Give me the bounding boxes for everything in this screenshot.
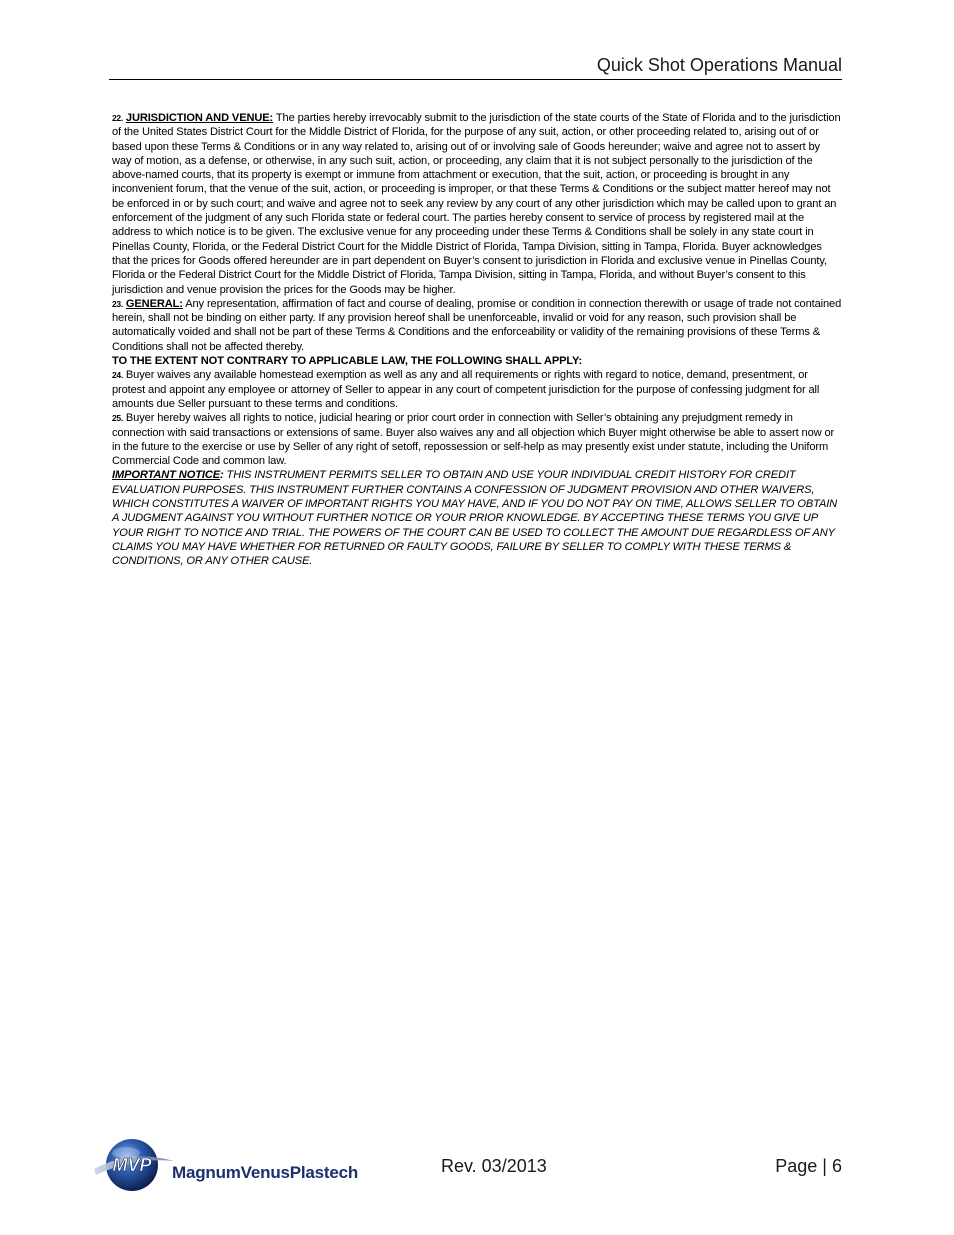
document-title: Quick Shot Operations Manual (596, 55, 842, 75)
notice-colon: : (220, 469, 224, 482)
section-25 (112, 411, 842, 468)
page-number: Page | 6 (775, 1156, 842, 1176)
section-number: 22. (112, 113, 123, 123)
notice-body: THIS INSTRUMENT PERMITS SELLER TO OBTAIN AND USE YOUR INDIVIDUAL CREDIT HISTORY FOR CREDIT EVALUATION PURPOSES. THIS INSTRUMENT FURTHER CONTAINS A CONFESSION OF JUDGMENT PROVISION AND OTHER WAIVERS, WHICH CONSTITUTES A WAIVER OF IMPORTANT RIGHTS YOU MAY HAVE, AND IF YOU DO NOT PAY ON TIME, ALLOWS SELLER TO OBTAIN A JUDGMENT AGAINST YOU WITHOUT FURTHER NOTICE OR YOUR PRIOR KNOWLEDGE. BY ACCEPTING THESE TERMS YOU GIVE UP YOUR RIGHT TO NOTICE AND TRIAL. THE POWERS OF THE COURT CAN BE USED TO COLLECT THE AMOUNT DUE REGARDLESS OF ANY CLAIMS YOU MAY HAVE WHETHER FOR RETURNED OR FAULTY GOODS, FAILURE BY SELLER TO COMPLY WITH THESE TERMS & CONDITIONS, OR ANY OTHER CAUSE. (112, 469, 838, 568)
section-body: Any representation, affirmation of fact and course of dealing, promise or condition in connection therewith or usage of trade not contained herein, shall not be binding on either party. If any provision hereof shall be unenforceable, invalid or void for any reason, such provision shall be automatically voided and shall not be part of these Terms & Conditions and the enforceability or validity of the remaining provisions of these Terms & Conditions shall not be affected thereby. (112, 297, 842, 353)
mvp-globe-icon (90, 1135, 180, 1195)
terms-content (112, 111, 842, 569)
section-body: Buyer hereby waives all rights to notice, judicial hearing or prior court order in connection with Seller’s obtaining any prejudgment remedy in connection with said transactions or extensions of same. Buyer also waives any and all objection which Buyer might otherwise be able to assert now or in the future to the exercise or use by Seller of any right of setoff, repossession or self-help as may presently exist under statute, including the Uniform Commercial Code and common law. (112, 412, 835, 468)
company-logo (90, 1135, 380, 1195)
logo-mark-text: MVP (112, 1155, 152, 1175)
logo-wordmark: MagnumVenusPlastech (172, 1163, 359, 1182)
section-heading: JURISDICTION AND VENUE: (125, 112, 274, 124)
header-rule (109, 79, 842, 80)
section-24 (112, 368, 842, 411)
important-notice (112, 468, 842, 568)
section-number: 24. (112, 370, 123, 381)
revision-date: Rev. 03/2013 (441, 1156, 547, 1176)
notice-label: IMPORTANT NOTICE (112, 469, 220, 482)
section-number: 23. (112, 298, 123, 309)
applicable-law-heading: TO THE EXTENT NOT CONTRARY TO APPLICABLE LAW, THE FOLLOWING SHALL APPLY: (112, 355, 583, 368)
section-body: The parties hereby irrevocably submit to the jurisdiction of the state courts of the State of Florida and to the jurisdiction of the United States District Court for the Middle District of Florida, for the purpose of any suit, action, or other proceeding related to, arising out of or based upon these Terms & Conditions or in any way related to, arising out of or involving sale of Goods hereunder; waive and agree not to assert by way of motion, as a defense, or otherwise, in any such suit, action, or proceeding, any claim that it is not subject personally to the jurisdiction of the above-named courts, that its property is exempt or immune from attachment or execution, that the suit, action, or proceeding is brought in any inconvenient forum, that the venue of the suit, action, or proceeding is improper, or that these Terms & Conditions or the subject matter hereof may not be enforced in or by such court; and waive and agree not to seek any review by any court of any other jurisdiction which may be called upon to grant an enforcement of the judgment of any such Florida state or federal court. The parties hereby consent to service of process by registered mail at the address to which notice is to be given. The exclusive venue for any proceeding under these Terms & Conditions shall be solely in any state court in Pinellas County, Florida, or the Federal District Court for the Middle District of Florida, Tampa Division, sitting in Tampa, Florida. Buyer acknowledges that the prices for Goods offered hereunder are in part dependent on Buyer’s consent to jurisdiction in Florida and exclusive venue in Pinellas County, Florida or the Federal District Court for the Middle District of Florida, Tampa Division, sitting in Tampa, Florida, and without Buyer’s consent to this jurisdiction and venue provision the prices for the Goods may be higher. (112, 112, 841, 296)
section-heading: GENERAL: (125, 297, 183, 310)
section-body: Buyer waives any available homestead exemption as well as any and all requirements or rights with regard to notice, demand, presentment, or protest and appoint any employee or attorney of Seller to appear in any court of competent jurisdiction for the purpose of confessing judgment for all amounts due Seller pursuant to these terms and conditions. (112, 369, 820, 410)
section-23 (112, 297, 842, 354)
page-footer (0, 1130, 954, 1200)
section-22 (112, 111, 842, 297)
section-number: 25. (112, 413, 123, 424)
